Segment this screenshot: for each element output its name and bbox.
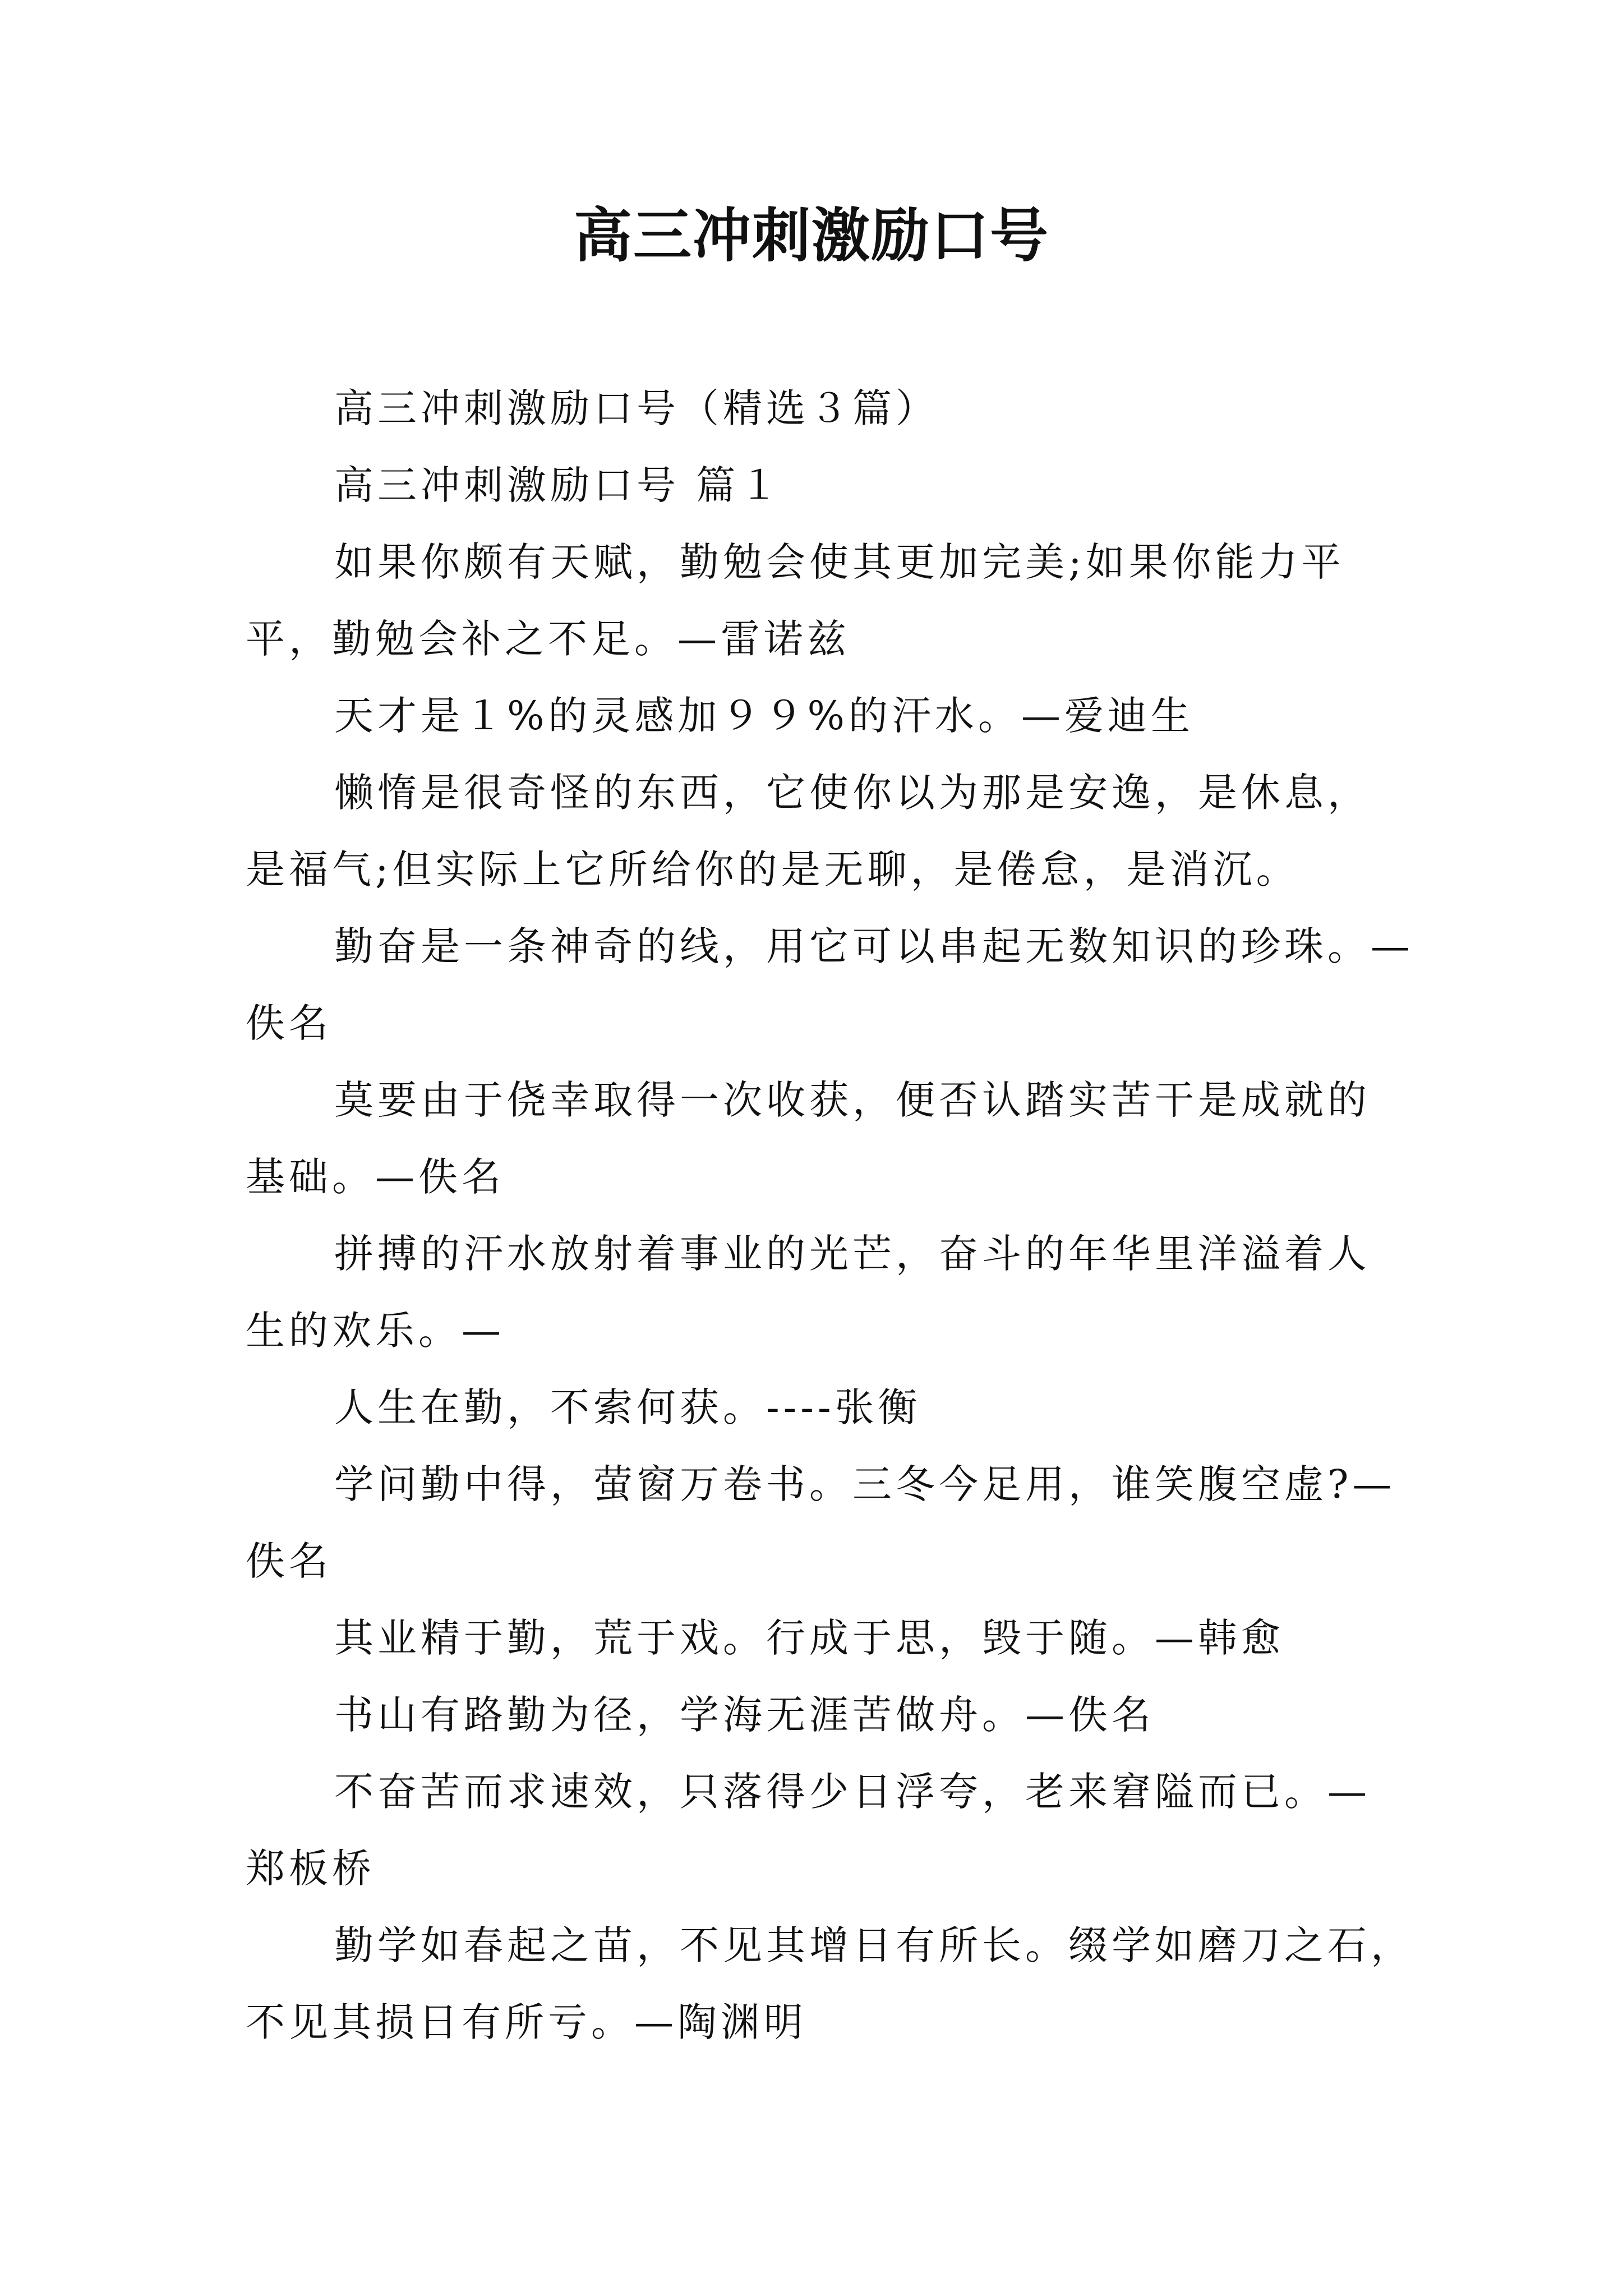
paragraph-line: 天才是１%的灵感加９９%的汗水。—爱迪生 bbox=[334, 693, 1195, 739]
paragraph-quote bbox=[246, 1062, 1423, 1216]
paragraph-line: 郑板桥 bbox=[246, 1846, 375, 1892]
paragraph-line: 勤学如春起之苗，不见其增日有所长。缀学如磨刀之石， bbox=[334, 1922, 1414, 1968]
paragraph-line: 莫要由于侥幸取得一次收获，便否认踏实苦干是成就的 bbox=[334, 1077, 1371, 1123]
document-body bbox=[246, 370, 1423, 2061]
paragraph-line: 不见其损日有所亏。—陶渊明 bbox=[246, 1999, 807, 2045]
paragraph-quote bbox=[246, 524, 1423, 678]
paragraph-quote bbox=[246, 1907, 1423, 2061]
paragraph-quote bbox=[246, 1754, 1423, 1907]
paragraph-quote bbox=[246, 1600, 1423, 1677]
paragraph-quote bbox=[246, 1677, 1423, 1754]
paragraph-line: 是福气;但实际上它所给你的是无聊，是倦怠，是消沉。 bbox=[246, 846, 1299, 892]
paragraph-quote bbox=[246, 1446, 1423, 1600]
paragraph-line: 基础。—佚名 bbox=[246, 1154, 505, 1200]
paragraph-line: 平，勤勉会补之不足。—雷诺兹 bbox=[246, 616, 850, 662]
paragraph-quote bbox=[246, 1216, 1423, 1369]
paragraph-line: 学问勤中得，萤窗万卷书。三冬今足用，谁笑腹空虚?— bbox=[334, 1461, 1396, 1507]
paragraph-line: 不奋苦而求速效，只落得少日浮夸，老来窘隘而已。— bbox=[334, 1769, 1371, 1815]
paragraph-line: 高三冲刺激励口号（精选３篇） bbox=[334, 385, 939, 431]
paragraph-line: 生的欢乐。— bbox=[246, 1308, 505, 1354]
paragraph-line: 懒惰是很奇怪的东西，它使你以为那是安逸，是休息， bbox=[334, 770, 1371, 816]
paragraph-quote bbox=[246, 908, 1423, 1062]
paragraph-line: 佚名 bbox=[246, 1000, 332, 1046]
paragraph-line: 高三冲刺激励口号 篇１ bbox=[334, 462, 783, 508]
paragraph-collection-heading bbox=[246, 370, 1423, 447]
paragraph-line: 如果你颇有天赋，勤勉会使其更加完美;如果你能力平 bbox=[334, 539, 1345, 585]
paragraph-quote bbox=[246, 754, 1423, 908]
paragraph-line: 书山有路勤为径，学海无涯苦做舟。—佚名 bbox=[334, 1692, 1155, 1738]
paragraph-line: 其业精于勤，荒于戏。行成于思，毁于随。—韩愈 bbox=[334, 1615, 1284, 1661]
paragraph-line: 佚名 bbox=[246, 1538, 332, 1584]
paragraph-line: 人生在勤，不索何获。----张衡 bbox=[334, 1384, 921, 1430]
document-title: 高三冲刺激励口号 bbox=[573, 201, 1049, 270]
paragraph-quote bbox=[246, 678, 1423, 754]
paragraph-line: 拼搏的汗水放射着事业的光芒，奋斗的年华里洋溢着人 bbox=[334, 1231, 1371, 1277]
paragraph-section-heading bbox=[246, 447, 1423, 524]
paragraph-line: 勤奋是一条神奇的线，用它可以串起无数知识的珍珠。— bbox=[334, 923, 1414, 969]
paragraph-quote bbox=[246, 1369, 1423, 1446]
